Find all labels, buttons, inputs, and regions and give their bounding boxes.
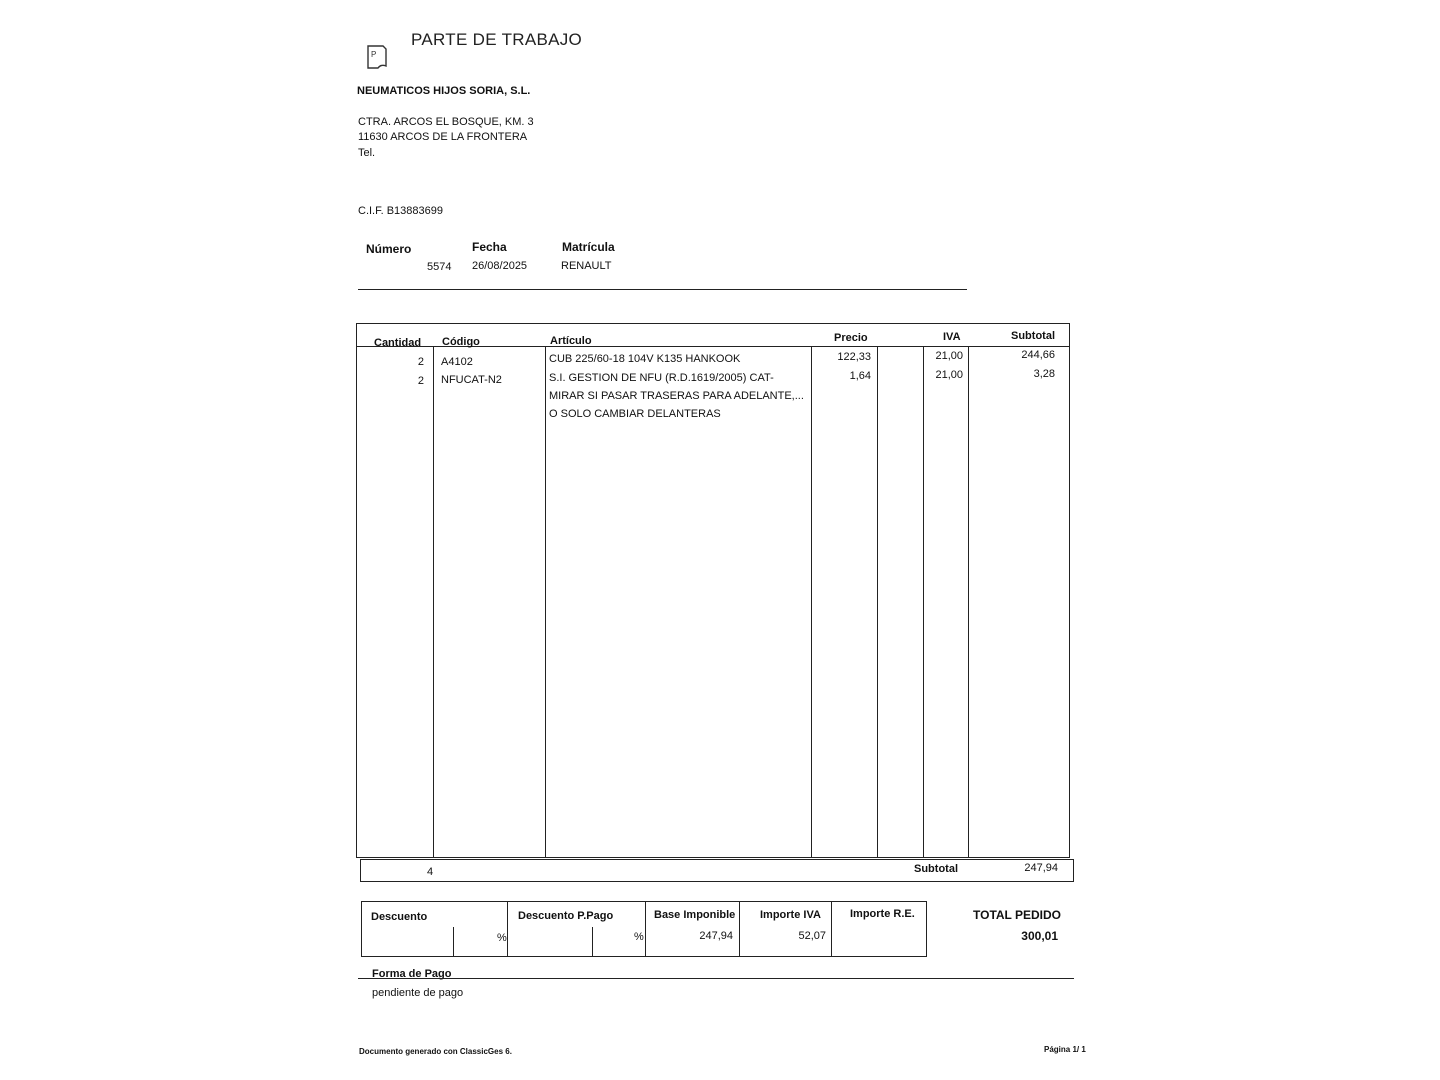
items-table	[356, 323, 1070, 858]
column-divider	[831, 902, 832, 956]
row1-codigo: A4102	[441, 356, 473, 368]
row1-precio: 122,33	[837, 351, 871, 363]
row1-articulo: CUB 225/60-18 104V K135 HANKOOK	[549, 353, 741, 365]
company-tel: Tel.	[358, 147, 376, 159]
row2-precio: 1,64	[849, 370, 871, 382]
page-title: PARTE DE TRABAJO	[411, 30, 583, 49]
header-cantidad: Cantidad	[374, 337, 422, 349]
column-divider	[453, 927, 454, 956]
header-subtotal: Subtotal	[1011, 330, 1055, 342]
numero-label: Número	[366, 242, 412, 256]
footer-page: Página 1/ 1	[1044, 1045, 1086, 1054]
subtotal-value: 247,94	[1024, 862, 1058, 874]
base-imponible-value: 247,94	[699, 930, 733, 942]
header-iva: IVA	[943, 331, 961, 343]
subtotal-label: Subtotal	[914, 863, 958, 875]
company-cif: C.I.F. B13883699	[358, 205, 444, 217]
summary-row	[360, 859, 1074, 882]
header-codigo: Código	[442, 336, 480, 348]
fecha-label: Fecha	[472, 240, 507, 254]
row2-articulo: S.I. GESTION DE NFU (R.D.1619/2005) CAT-	[549, 372, 774, 384]
column-divider	[739, 902, 740, 956]
company-name: NEUMATICOS HIJOS SORIA, S.L.	[357, 85, 531, 97]
descuento-pp-label: Descuento P.Pago	[518, 910, 614, 922]
column-divider	[433, 347, 434, 857]
company-address-line1: CTRA. ARCOS EL BOSQUE, KM. 3	[358, 116, 534, 128]
row2-subtotal: 3,28	[1033, 368, 1055, 380]
fecha-value: 26/08/2025	[472, 260, 528, 272]
column-divider	[592, 927, 593, 956]
header-precio: Precio	[834, 332, 868, 344]
column-divider	[811, 347, 812, 857]
column-divider	[968, 347, 969, 857]
row2-codigo: NFUCAT-N2	[441, 374, 502, 386]
importe-re-label: Importe R.E.	[850, 908, 915, 920]
importe-iva-label: Importe IVA	[760, 909, 821, 921]
footer-generated: Documento generado con ClassicGes 6.	[359, 1047, 512, 1056]
row1-subtotal: 244,66	[1021, 349, 1055, 361]
totals-table	[361, 901, 927, 957]
row1-cantidad: 2	[417, 356, 424, 368]
column-divider	[645, 902, 646, 956]
note-line: MIRAR SI PASAR TRASERAS PARA ADELANTE,...	[549, 390, 804, 402]
column-divider	[923, 347, 924, 857]
row2-cantidad: 2	[417, 375, 424, 387]
descuento-pp-percent: %	[634, 931, 644, 943]
descuento-percent: %	[497, 932, 507, 944]
header-divider	[358, 289, 967, 290]
total-pedido-value: 300,01	[1021, 929, 1058, 943]
payment-divider	[358, 978, 1074, 979]
column-divider	[877, 347, 878, 857]
forma-pago-value: pendiente de pago	[372, 987, 464, 999]
svg-text:P: P	[371, 50, 377, 59]
row2-iva: 21,00	[935, 369, 963, 381]
total-pedido-label: TOTAL PEDIDO	[973, 908, 1062, 922]
forma-pago-label: Forma de Pago	[372, 968, 452, 980]
total-quantity: 4	[427, 866, 434, 878]
header-articulo: Artículo	[550, 335, 592, 347]
descuento-label: Descuento	[371, 911, 428, 923]
importe-iva-value: 52,07	[798, 930, 826, 942]
matricula-label: Matrícula	[562, 240, 615, 254]
column-divider	[545, 347, 546, 857]
base-imponible-label: Base Imponible	[654, 909, 736, 921]
note-line: O SOLO CAMBIAR DELANTERAS	[549, 408, 721, 420]
row1-iva: 21,00	[935, 350, 963, 362]
company-address-line2: 11630 ARCOS DE LA FRONTERA	[358, 131, 528, 143]
document-icon	[366, 44, 388, 70]
column-divider	[507, 902, 508, 956]
numero-value: 5574	[427, 261, 452, 273]
matricula-value: RENAULT	[561, 260, 612, 272]
